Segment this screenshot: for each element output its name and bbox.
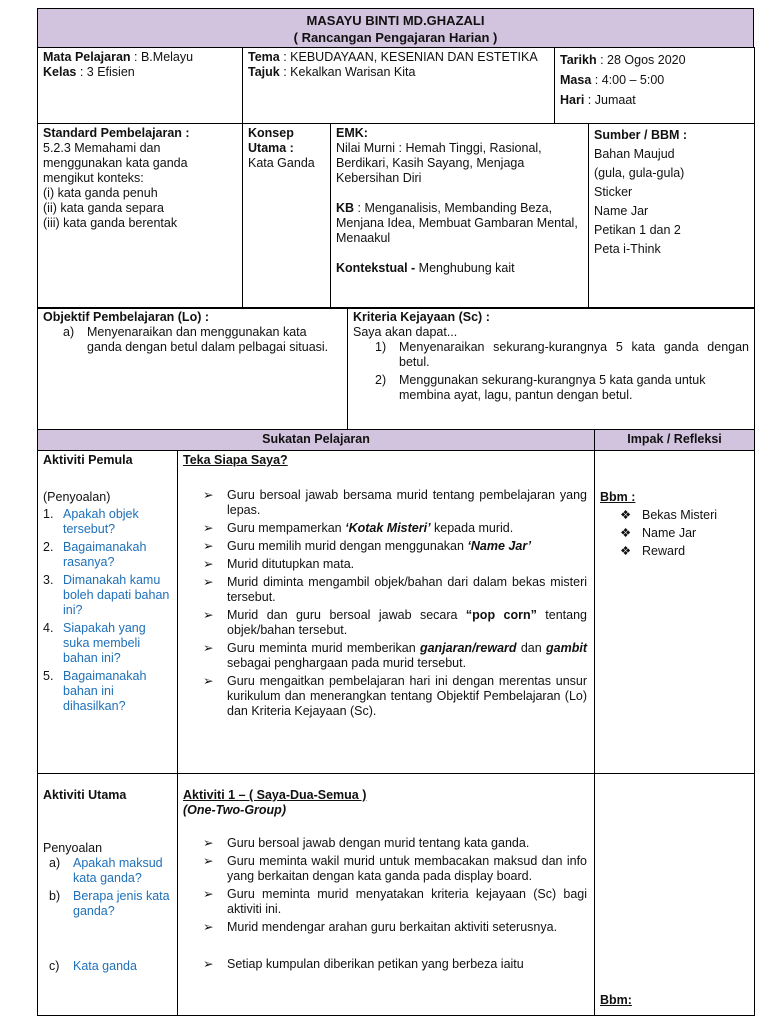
utama-penyoalan: Penyoalan — [43, 841, 103, 855]
bbm-item: ❖ Bekas Misteri — [620, 508, 718, 522]
bbm-item: ❖ Name Jar — [620, 526, 697, 540]
question-item: 2. Bagaimanakah rasanya? — [43, 540, 147, 569]
objective-label: Objektif Pembelajaran (Lo) : — [43, 310, 210, 324]
teacher-name: MASAYU BINTI MD.GHAZALI — [306, 13, 485, 28]
utama-bbm-label: Bbm: — [600, 993, 632, 1007]
subject-value: : B.Melayu — [130, 50, 194, 64]
schedule-cell — [555, 48, 755, 124]
title-value: : Kekalkan Warisan Kita — [279, 65, 416, 79]
standard-item: (ii) kata ganda separa — [43, 201, 164, 215]
pemula-main — [178, 451, 595, 774]
standards-table — [37, 123, 755, 309]
step-item: ➢ Setiap kumpulan diberikan petikan yang berbeza iaitu — [203, 957, 524, 971]
subject-cell — [38, 48, 243, 124]
question-item: a) Apakah maksud kata ganda? — [49, 856, 163, 885]
standard-text: 5.2.3 Memahami dan menggunakan kata ganda mengikut konteks: — [43, 141, 188, 185]
step-item: ➢ Guru mempamerkan ‘Kotak Misteri’ kepada murid. — [203, 521, 514, 535]
theme-label: Tema — [248, 50, 280, 64]
arrow-icon: ➢ — [203, 608, 214, 622]
pemula-side — [38, 451, 178, 774]
plan-header — [37, 8, 754, 48]
concept-label: Konsep Utama : — [248, 126, 294, 155]
utama-main — [178, 774, 595, 1016]
arrow-icon: ➢ — [203, 539, 214, 553]
resource-item: (gula, gula-gula) — [594, 166, 685, 180]
utama-impak — [595, 774, 755, 1016]
objective-cell — [38, 308, 348, 430]
step-item: ➢ Murid diminta mengambil objek/bahan dari dalam bekas misteri tersebut. — [203, 575, 588, 604]
question-item: b) Berapa jenis kata ganda? — [49, 889, 170, 918]
kontekstual-text: Menghubung kait — [415, 261, 515, 275]
resource-item: Petikan 1 dan 2 — [594, 223, 681, 237]
step-item: ➢ Murid ditutupkan mata. — [203, 557, 355, 571]
arrow-icon: ➢ — [203, 575, 214, 589]
standard-cell — [38, 124, 243, 309]
kb-text: : Menganalisis, Membanding Beza, Menjana Idea, Membuat Gambaran Mental, Menaakul — [336, 201, 578, 245]
criteria-cell — [348, 308, 755, 430]
step-item: ➢ Murid mendengar arahan guru berkaitan aktiviti seterusnya. — [203, 920, 558, 934]
diamond-bullet-icon: ❖ — [620, 526, 632, 540]
utama-side — [38, 774, 178, 1016]
arrow-icon: ➢ — [203, 557, 214, 571]
class-label: Kelas — [43, 65, 77, 79]
class-value: : 3 Efisien — [76, 65, 135, 79]
resource-item: Sticker — [594, 185, 633, 199]
criteria-item: 2) Menggunakan sekurang-kurangnya 5 kata ganda untuk membina ayat, lagu, pantun dengan betul. — [375, 373, 706, 402]
plan-subtitle: ( Rancangan Pengajaran Harian ) — [293, 30, 498, 45]
question-item: 4. Siapakah yang suka membeli bahan ini? — [43, 621, 146, 665]
date-value: : 28 Ogos 2020 — [596, 53, 686, 67]
question-item: c) Kata ganda — [49, 959, 137, 973]
arrow-icon: ➢ — [203, 674, 214, 688]
pemula-bbm-label: Bbm : — [600, 490, 636, 504]
question-item: 3. Dimanakah kamu boleh dapati bahan ini? — [43, 573, 170, 617]
concept-value: Kata Ganda — [248, 156, 315, 170]
step-item: ➢ Guru memilih murid dengan menggunakan ‘Name Jar’ — [203, 539, 532, 553]
theme-value: : KEBUDAYAAN, KESENIAN DAN ESTETIKA — [279, 50, 538, 64]
standard-label: Standard Pembelajaran : — [43, 126, 190, 140]
criteria-item: 1) Menyenaraikan sekurang-kurangnya 5 kata ganda dengan betul. — [375, 340, 749, 369]
info-table — [37, 47, 755, 124]
arrow-icon: ➢ — [203, 887, 214, 901]
objectives-table — [37, 307, 755, 430]
criteria-intro: Saya akan dapat... — [353, 325, 458, 339]
question-item: 1. Apakah objek tersebut? — [43, 507, 139, 536]
standard-item: (iii) kata ganda berentak — [43, 216, 178, 230]
kontekstual-label: Kontekstual - — [336, 261, 416, 275]
step-item: ➢ Guru meminta murid memberikan ganjaran/reward dan gambit sebagai penghargaan pada murid tersebut. — [203, 641, 587, 670]
resources-label: Sumber / BBM : — [594, 128, 688, 142]
time-value: : 4:00 – 5:00 — [591, 73, 665, 87]
resources-cell — [589, 124, 755, 309]
pemula-activity-title: Teka Siapa Saya? — [183, 453, 288, 467]
standard-item: (i) kata ganda penuh — [43, 186, 158, 200]
diamond-bullet-icon: ❖ — [620, 508, 632, 522]
step-item: ➢ Guru meminta murid menyatakan kriteria kejayaan (Sc) bagi aktiviti ini. — [203, 887, 588, 916]
arrow-icon: ➢ — [203, 854, 214, 868]
sukatan-header: Sukatan Pelajaran — [38, 430, 595, 451]
step-item: ➢ Guru bersoal jawab dengan murid tentang kata ganda. — [203, 836, 530, 850]
resource-item: Bahan Maujud — [594, 147, 675, 161]
theme-cell — [243, 48, 555, 124]
date-label: Tarikh — [560, 53, 597, 67]
pemula-penyoalan: (Penyoalan) — [43, 490, 111, 504]
pemula-impak — [595, 451, 755, 774]
utama-title: Aktiviti Utama — [43, 788, 127, 802]
arrow-icon: ➢ — [203, 641, 214, 655]
question-item: 5. Bagaimanakah bahan ini dihasilkan? — [43, 669, 147, 713]
emk-nilai: Nilai Murni : Hemah Tinggi, Rasional, Berdikari, Kasih Sayang, Menjaga Kebersihan Diri — [336, 141, 542, 185]
step-item: ➢ Murid dan guru bersoal jawab secara “pop corn” tentang objek/bahan tersebut. — [203, 608, 588, 637]
arrow-icon: ➢ — [203, 521, 214, 535]
subject-label: Mata Pelajaran — [43, 50, 131, 64]
time-label: Masa — [560, 73, 592, 87]
pemula-title: Aktiviti Pemula — [43, 453, 133, 467]
day-label: Hari — [560, 93, 585, 107]
day-value: : Jumaat — [584, 93, 636, 107]
concept-cell — [243, 124, 331, 309]
resource-item: Name Jar — [594, 204, 649, 218]
activities-table — [37, 429, 755, 1016]
resource-item: Peta i-Think — [594, 242, 661, 256]
kb-label: KB — [336, 201, 355, 215]
arrow-icon: ➢ — [203, 920, 214, 934]
criteria-label: Kriteria Kejayaan (Sc) : — [353, 310, 490, 324]
impak-header: Impak / Refleksi — [595, 430, 755, 451]
objective-marker: a) — [63, 325, 75, 339]
diamond-bullet-icon: ❖ — [620, 544, 632, 558]
utama-activity-title: Aktiviti 1 – ( Saya-Dua-Semua ) — [183, 788, 367, 802]
emk-label: EMK: — [336, 126, 368, 140]
bbm-item: ❖ Reward — [620, 544, 686, 558]
arrow-icon: ➢ — [203, 836, 214, 850]
arrow-icon: ➢ — [203, 488, 214, 502]
title-label: Tajuk — [248, 65, 280, 79]
step-item: ➢ Guru meminta wakil murid untuk membacakan maksud dan info yang berkaitan dengan kata ganda pada display board. — [203, 854, 588, 883]
utama-activity-subtitle: (One-Two-Group) — [183, 803, 286, 817]
arrow-icon: ➢ — [203, 957, 214, 971]
objective-text: Menyenaraikan dan menggunakan kata ganda dengan betul dalam pelbagai situasi. — [87, 325, 329, 354]
emk-cell — [331, 124, 589, 309]
step-item: ➢ Guru mengaitkan pembelajaran hari ini dengan merentas unsur kurikulum dan menerangkan tentang Objektif Pembelajaran (Lo) dan Kriteria Kejayaan (Sc). — [203, 674, 588, 718]
step-item: ➢ Guru bersoal jawab bersama murid tentang pembelajaran yang lepas. — [203, 488, 588, 517]
